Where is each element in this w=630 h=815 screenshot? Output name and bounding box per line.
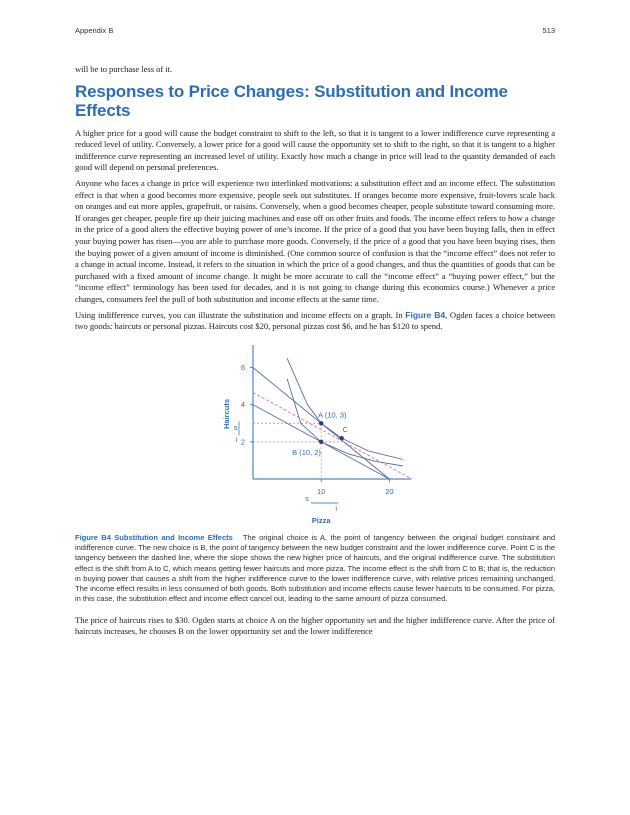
paragraph-1: A higher price for a good will cause the budget constraint to shift to the left, so that it is tangent to a lower indifference curve representing a reduced level of utility. Conversely, a lower price for a good will cause the opportunity set to shift to the right, so that it is tangent to a higher indifference curve representing an increased level of utility. Exactly how much a change in price will lead to the quantity demanded of each good will depend on personal preferences. xyxy=(75,127,555,173)
paragraph-2: Anyone who faces a change in price will experience two interlinked motivations: a substitution effect and an income effect. The substitution effect is that when a good becomes more expensive, people seek out substitutes. If oranges become more expensive, fruit-lovers scale back on oranges and eat more apples, grapefruit, or raisins. Conversely, when a good becomes cheaper, people substitute toward consuming more. If oranges get cheaper, people fire up their juicing machines and ease off on other fruits and foods. The income effect refers to how a change in the price of a good alters the effective buying power of one’s income. If the price of a good that you have been buying falls, then in effect your buying power has risen—you are able to purchase more goods. Conversely, if the price of a good that you have been buying rises, then the buying power of a given amount of income is diminished. (One common source of confusion is that the “income effect” does not refer to a change in actual income. Instead, it refers to the situation in which the price of a good changes, and thus the quantities of goods that can be purchased with a fixed amount of income change. It might be more accurate to call the “income effect” a “buying power effect,” but the “income effect” terminology has been used for decades, and it is not going to change during this economics course.) Whenever a price changes, consumers feel the pull of both substitution and income effects at the same time. xyxy=(75,177,555,304)
point-b xyxy=(319,439,323,443)
income-label-horizontal: i xyxy=(335,503,338,513)
page-number: 513 xyxy=(542,26,555,35)
x-tick-label-20: 20 xyxy=(385,486,394,496)
figure-caption-text: The original choice is A, the point of tangency between the original budget constraint and indifference curve. The new choice is B, the point of tangency between the new budget constraint and the lower indifference curve. Point C is the tangency between the dashed line, where the slope shows the new higher price of haircuts, and the original indifference curve. The substitution effect is the shift from A to C, which means getting fewer haircuts and more pizza. The income effect is the shift from C to B; that is, the reduction in buying power that causes a shift from the higher indifference curve to the lower indifference curve, with relative prices remaining unchanged. The income effect results in less consumed of both goods. Both substitution and income effects cause fewer haircuts to be consumed. For pizza, in this case, the substitution effect and income effect cancel out, leading to the same amount of pizza consumed. xyxy=(75,532,555,604)
point-c xyxy=(339,436,343,440)
substitution-label-horizontal: s xyxy=(305,493,309,503)
figure-b4 xyxy=(75,341,555,527)
figure-caption-label: Figure B4 Substitution and Income Effects xyxy=(75,532,233,542)
point-a xyxy=(319,421,323,425)
y-tick-label-4: 4 xyxy=(240,399,245,409)
figure-caption xyxy=(75,533,555,605)
point-c-label: C xyxy=(342,424,349,434)
indifference-curve-1 xyxy=(287,358,403,459)
income-label-vertical: i xyxy=(235,434,238,444)
budget-line-3 xyxy=(253,392,412,479)
figure-b4-chart xyxy=(215,341,425,527)
y-axis-title: Haircuts xyxy=(222,398,231,429)
page-header xyxy=(75,26,555,38)
substitution-label-vertical: s xyxy=(233,422,238,432)
x-tick-label-10: 10 xyxy=(317,486,326,496)
paragraph-3-end: , Ogden faces a choice between two goods: haircuts or personal pizzas. Haircuts cost $20, personal pizzas cost $6, and he has $120 to spend. xyxy=(75,309,556,332)
point-a-label: A (10, 3) xyxy=(318,409,347,419)
paragraph-4: The price of haircuts rises to $30. Ogden starts at choice A on the higher opportunity set and the higher indifference curve. After the price of haircuts increases, he chooses B on the lower opportunity set and the lower indifference xyxy=(75,614,555,637)
paragraph-3-start: Using indifference curves, you can illustrate the substitution and income effects on a graph. In xyxy=(75,309,406,320)
intro-line: will be to purchase less of it. xyxy=(75,64,173,74)
y-tick-label-6: 6 xyxy=(240,362,245,372)
x-axis-title: Pizza xyxy=(311,515,331,525)
figure-b4-link[interactable]: Figure B4 xyxy=(405,309,446,320)
point-b-label: B (10, 2) xyxy=(292,447,321,457)
paragraph-3 xyxy=(75,310,555,333)
page-content xyxy=(75,64,555,642)
y-tick-label-2: 2 xyxy=(240,437,245,447)
running-head: Appendix B xyxy=(75,26,114,35)
section-title: Responses to Price Changes: Substitution and Income Effects xyxy=(75,81,508,120)
